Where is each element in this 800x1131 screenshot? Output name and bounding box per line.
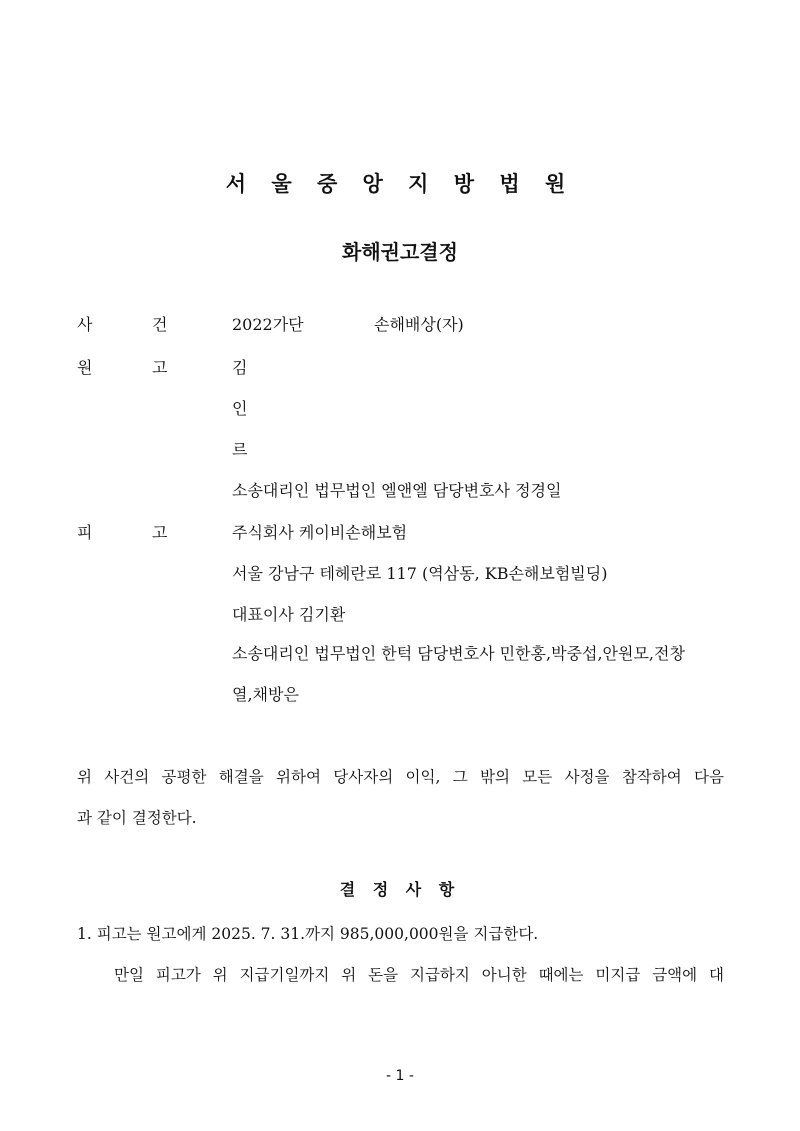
case-label-b: 건 (152, 315, 168, 334)
case-label-a: 사 (77, 315, 93, 334)
defendant-label-a: 피 (77, 523, 93, 542)
defendant-name: 주식회사 케이비손해보험 (232, 523, 408, 542)
decision-item-1-cont: 만일 피고가 위 지급기일까지 위 돈을 지급하지 아니한 때에는 미지급 금액에 대 (114, 966, 724, 984)
plaintiff-label-a: 원 (77, 358, 93, 377)
plaintiff-name-1: 김 (232, 358, 248, 377)
defendant-representative: 대표이사 김기환 (232, 605, 346, 624)
case-number: 2022가단 (232, 315, 304, 334)
defendant-label-b: 고 (152, 523, 168, 542)
plaintiff-name-2: 인 (232, 399, 248, 418)
case-name: 손해배상(자) (374, 315, 464, 334)
plaintiff-counsel: 소송대리인 법무법인 엘앤엘 담당변호사 정경일 (232, 481, 562, 500)
intro-line1: 위 사건의 공평한 해결을 위하여 당사자의 이익, 그 밖의 모든 사정을 참작하여 다음 (77, 768, 724, 786)
decision-item-1: 1. 피고는 원고에게 2025. 7. 31.까지 985,000,000원을 지급한다. (77, 925, 539, 943)
decision-title: 결 정 사 항 (339, 880, 461, 899)
document-title: 화해권고결정 (342, 240, 458, 264)
defendant-counsel-line1: 소송대리인 법무법인 한턱 담당변호사 민한홍,박중섭,안원모,전창 (232, 644, 685, 663)
plaintiff-label-b: 고 (152, 358, 168, 377)
plaintiff-name-3: 르 (232, 440, 248, 459)
court-name: 서 울 중 앙 지 방 법 원 (225, 172, 575, 196)
page-number: - 1 - (386, 1068, 414, 1084)
intro-line2: 과 같이 결정한다. (77, 809, 197, 827)
defendant-address: 서울 강남구 테헤란로 117 (역삼동, KB손해보험빌딩) (232, 564, 608, 583)
defendant-counsel-line2: 열,채방은 (232, 685, 299, 704)
